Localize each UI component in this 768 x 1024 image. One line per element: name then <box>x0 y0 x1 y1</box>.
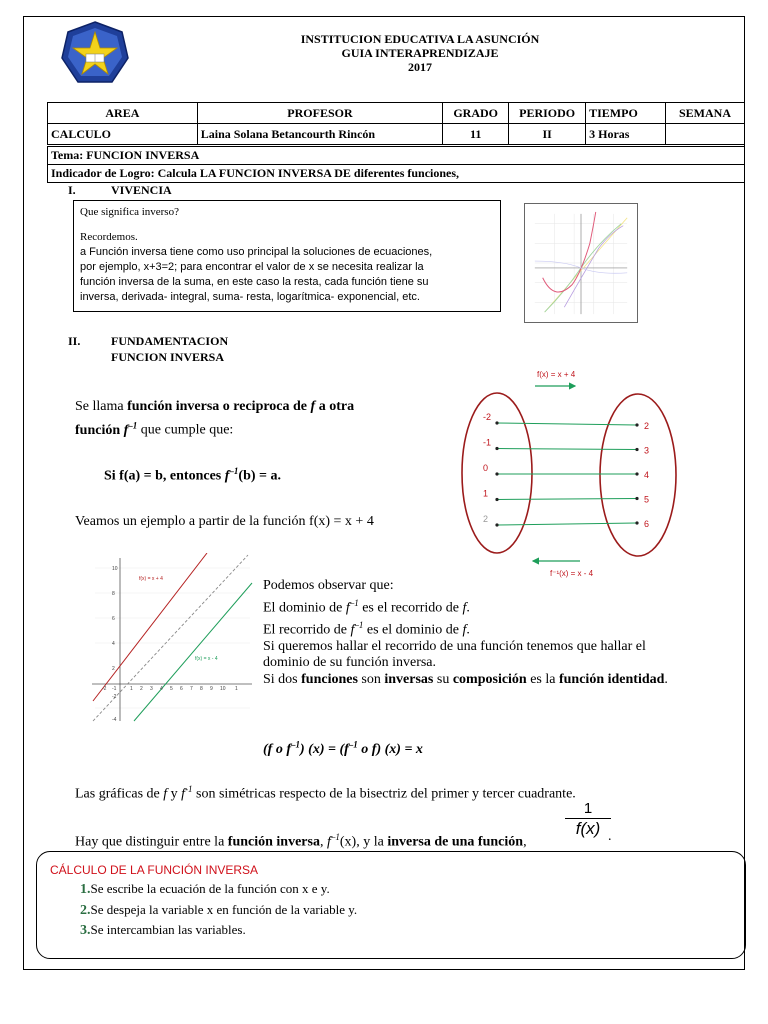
header-grado: GRADO <box>443 103 509 124</box>
domain-dot-3 <box>495 498 498 501</box>
f-inverse-label: f⁻¹(x) = x - 4 <box>550 569 594 578</box>
domain-value-0: -2 <box>483 412 492 422</box>
value-semana <box>666 124 745 145</box>
section-2-number: II. <box>68 334 81 348</box>
graph-label-inverse: f(x) = x - 4 <box>195 656 218 662</box>
header-semana: SEMANA <box>666 103 745 124</box>
rule-part-c: –1 <box>229 466 239 476</box>
x-tick-9: 8 <box>200 686 203 692</box>
value-area: CALCULO <box>48 124 198 145</box>
x-tick-0: -2 <box>102 686 107 692</box>
header-tiempo: TIEMPO <box>586 103 666 124</box>
calculation-title: CÁLCULO DE LA FUNCIÓN INVERSA <box>50 863 259 877</box>
x-tick-11: 10 <box>220 686 226 692</box>
obs-line-6: Si dos funciones son inversas su composición es la función identidad. <box>263 671 668 687</box>
def-part-f: f <box>123 422 129 438</box>
graph-label-f: f(x) = x + 4 <box>139 576 163 582</box>
domain-dot-4 <box>495 523 498 526</box>
def-part-h: que cumple que: <box>137 422 234 438</box>
info-table <box>47 102 745 145</box>
y-tick-0: 10 <box>112 566 118 572</box>
header-periodo: PERIODO <box>509 103 586 124</box>
document-header <box>200 32 640 74</box>
vivencia-box <box>73 200 501 312</box>
x-tick-6: 5 <box>170 686 173 692</box>
f-label: f(x) = x + 4 <box>537 370 576 379</box>
composition-formula: (f o $f^{-1}$) $(x) = (f^{-1}$ o f) (x) = x <box>263 739 423 757</box>
obs-line-2: El dominio de $f^{-1}$ es el recorrido de f. <box>263 597 470 616</box>
domain-value-4: 2 <box>483 514 489 524</box>
institution-name: INSTITUCION EDUCATIVA LA ASUNCIÓN <box>300 32 540 46</box>
mapping-arrow-3 <box>497 499 637 500</box>
distinguish-text: Hay que distinguir entre la función inversa, $f^{-1}(x)$, y la inversa de una función, <box>75 832 527 850</box>
rule-part-b: f <box>224 468 230 484</box>
section-1-number: I. <box>68 183 76 197</box>
indicador-row: Indicador de Logro: Calcula LA FUNCION INVERSA DE diferentes funciones, <box>47 164 745 183</box>
vivencia-line-3: función inversa de la suma, en este caso la resta, cada función tiene su <box>80 276 429 288</box>
info-header-row <box>48 103 745 124</box>
y-tick-1: 8 <box>112 591 115 597</box>
vivencia-recordemos: Recordemos. <box>80 231 138 243</box>
range-dot-3 <box>635 497 638 500</box>
range-dot-1 <box>635 448 638 451</box>
range-value-1: 3 <box>644 445 650 456</box>
y-tick-5: -2 <box>112 694 117 700</box>
symmetric-text: Las gráficas de f y $f^{-1}$ son simétricas respecto de la bisectriz del primer y tercer cuadrante. <box>75 784 576 802</box>
x-tick-2: 1 <box>130 686 133 692</box>
vivencia-line-4: inversa, derivada- integral, suma- resta, logarítmica- exponencial, etc. <box>80 291 420 303</box>
info-values-row <box>48 124 745 145</box>
x-tick-3: 2 <box>140 686 143 692</box>
domain-value-1: -1 <box>483 437 492 448</box>
x-tick-10: 9 <box>210 686 213 692</box>
section-2-subtitle: FUNCION INVERSA <box>111 350 225 364</box>
y-tick-2: 6 <box>112 616 115 622</box>
definition-text <box>75 398 354 440</box>
obs-line-4: Si queremos hallar el recorrido de una función tenemos que hallar el <box>263 638 646 654</box>
x-tick-4: 3 <box>150 686 153 692</box>
step-3: 3.Se intercambian las variables. <box>80 922 246 938</box>
range-value-3: 5 <box>644 494 650 505</box>
fraction-denominator: f(x) <box>565 818 611 839</box>
range-value-2: 4 <box>644 470 650 480</box>
value-profesor: Laina Solana Betancourth Rincón <box>197 124 442 145</box>
x-tick-5: 4 <box>160 686 163 692</box>
vivencia-line-1: a Función inversa tiene como uso principal la soluciones de ecuaciones, <box>80 246 433 258</box>
def-part-d: a otra <box>315 399 355 414</box>
tema-row: Tema: FUNCION INVERSA <box>47 146 745 165</box>
y-tick-3: 4 <box>112 641 115 647</box>
distinguish-end: . <box>608 829 612 844</box>
def-part-c: f <box>310 399 316 414</box>
domain-value-2: 0 <box>483 463 489 473</box>
mapping-diagram <box>455 365 685 580</box>
x-tick-12: 1 <box>235 686 238 692</box>
obs-line-5: dominio de su función inversa. <box>263 655 437 671</box>
rule-text <box>104 463 281 485</box>
def-part-g: –1 <box>128 420 138 430</box>
inverse-functions-thumbnail <box>524 203 638 323</box>
section-1-title: VIVENCIA <box>111 183 172 197</box>
mapping-arrow-1 <box>497 449 637 450</box>
x-tick-1: -1 <box>112 686 117 692</box>
header-area: AREA <box>48 103 198 124</box>
observations <box>263 578 668 688</box>
fraction-numerator: 1 <box>583 800 593 817</box>
range-value-4: 6 <box>644 519 650 529</box>
def-part-b: función inversa o reciproca de <box>127 399 311 414</box>
domain-dot-2 <box>495 472 498 475</box>
obs-line-3: El recorrido de $f^{-1}$ es el dominio de f. <box>263 619 470 638</box>
mapping-arrow-0 <box>497 423 637 425</box>
obs-line-1: Podemos observar que: <box>263 578 394 593</box>
y-tick-4: 2 <box>112 666 115 672</box>
y-tick-6: -4 <box>112 717 117 723</box>
domain-value-3: 1 <box>483 488 489 499</box>
guide-title: GUIA INTERAPRENDIZAJE <box>341 46 499 60</box>
def-part-a: Se llama <box>75 399 128 414</box>
header-profesor: PROFESOR <box>197 103 442 124</box>
range-dot-4 <box>635 521 638 524</box>
x-tick-7: 6 <box>180 686 183 692</box>
section-2-title: FUNDAMENTACION <box>111 334 229 348</box>
vivencia-question: Que significa inverso? <box>80 206 179 218</box>
year: 2017 <box>408 60 432 74</box>
vivencia-line-2: por ejemplo, x+3=2; para encontrar el valor de x se necesita realizar la <box>80 261 424 273</box>
domain-dot-1 <box>495 447 498 450</box>
range-dot-2 <box>635 472 638 475</box>
value-periodo: II <box>509 124 586 145</box>
rule-part-d: (b) = a. <box>238 468 282 484</box>
x-tick-8: 7 <box>190 686 193 692</box>
domain-dot-0 <box>495 421 498 424</box>
reciprocal-fraction <box>565 800 611 839</box>
example-text: Veamos un ejemplo a partir de la función f(x) = x + 4 <box>75 514 374 529</box>
rule-part-a: Si f(a) = b, entonces <box>104 468 225 484</box>
mapping-arrow-4 <box>497 523 637 525</box>
function-graph <box>90 553 255 723</box>
range-value-0: 2 <box>644 421 650 431</box>
step-2: 2.Se despeja la variable x en función de la variable y. <box>80 902 358 918</box>
range-dot-0 <box>635 423 638 426</box>
value-grado: 11 <box>443 124 509 145</box>
value-tiempo: 3 Horas <box>586 124 666 145</box>
step-1: 1.Se escribe la ecuación de la función con x e y. <box>80 881 330 897</box>
def-part-e: función <box>75 422 124 438</box>
school-shield-logo <box>60 20 130 90</box>
